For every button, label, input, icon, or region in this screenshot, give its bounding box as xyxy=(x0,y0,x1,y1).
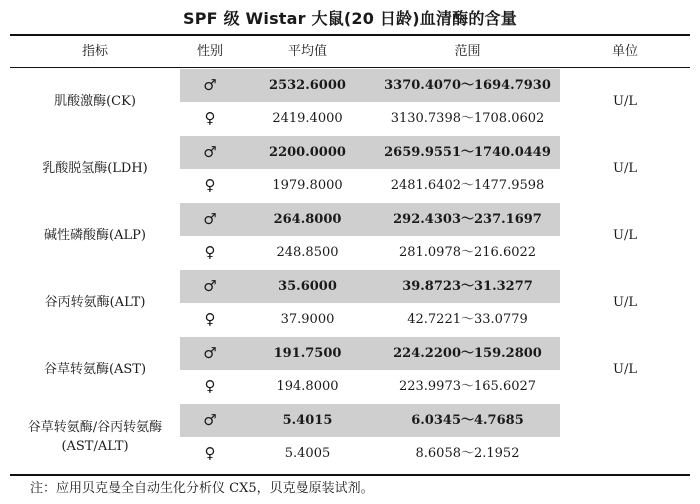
table-row-group xyxy=(10,269,690,336)
female-average: 194.8000 xyxy=(276,379,339,394)
female-average: 2419.4000 xyxy=(272,111,343,126)
male-symbol: ♂ xyxy=(203,210,217,228)
unit: U/L xyxy=(613,161,637,176)
male-range: 3370.4070～1694.7930 xyxy=(384,78,551,93)
male-range: 224.2200～159.2800 xyxy=(393,346,542,361)
male-range: 39.8723～31.3277 xyxy=(402,279,533,294)
enzyme-name: 乳酸脱氢酶(LDH) xyxy=(42,161,148,176)
unit: U/L xyxy=(613,94,637,109)
female-average: 37.9000 xyxy=(280,312,335,327)
header-item: 指标 xyxy=(81,44,108,59)
male-average: 2532.6000 xyxy=(269,78,346,93)
male-average: 191.7500 xyxy=(273,346,342,361)
enzyme-name: 谷草转氨酶/谷丙转氨酶(AST/ALT) xyxy=(27,419,163,454)
female-range: 3130.7398～1708.0602 xyxy=(390,111,545,126)
female-symbol: ♀ xyxy=(204,310,216,328)
table-header xyxy=(10,36,690,67)
female-symbol: ♀ xyxy=(204,377,216,395)
male-average: 264.8000 xyxy=(273,212,342,227)
table-row-group xyxy=(10,403,690,470)
table-row-group xyxy=(10,135,690,202)
male-average: 35.6000 xyxy=(278,279,337,294)
female-average: 1979.8000 xyxy=(272,178,343,193)
male-symbol: ♂ xyxy=(203,344,217,362)
unit: U/L xyxy=(613,362,637,377)
bottom-rule xyxy=(10,474,690,476)
female-symbol: ♀ xyxy=(204,243,216,261)
header-sex: 性别 xyxy=(196,44,223,59)
male-symbol: ♂ xyxy=(203,76,217,94)
table-footnote: 注：应用贝克曼全自动生化分析仪 CX5，贝克曼原装试剂。 xyxy=(30,481,374,496)
table-row-group xyxy=(10,202,690,269)
male-range: 292.4303～237.1697 xyxy=(393,212,542,227)
enzyme-name: 谷草转氨酶(AST) xyxy=(43,362,147,377)
female-range: 223.9973～165.6027 xyxy=(398,379,537,394)
header-range: 范围 xyxy=(454,44,481,59)
male-range: 6.0345～4.7685 xyxy=(411,413,524,428)
female-average: 248.8500 xyxy=(276,245,339,260)
female-average: 5.4005 xyxy=(284,446,331,461)
table-row-group xyxy=(10,336,690,403)
female-range: 42.7221～33.0779 xyxy=(407,312,528,327)
female-symbol: ♀ xyxy=(204,109,216,127)
male-symbol: ♂ xyxy=(203,143,217,161)
unit xyxy=(560,403,690,470)
male-average: 5.4015 xyxy=(282,413,333,428)
enzyme-name: 碱性磷酸酶(ALP) xyxy=(44,228,146,243)
header-average: 平均值 xyxy=(287,44,327,59)
female-range: 8.6058～2.1952 xyxy=(415,446,520,461)
male-symbol: ♂ xyxy=(203,277,217,295)
female-symbol: ♀ xyxy=(204,444,216,462)
female-symbol: ♀ xyxy=(204,176,216,194)
header-unit: 单位 xyxy=(611,44,638,59)
male-range: 2659.9551～1740.0449 xyxy=(384,145,551,160)
male-symbol: ♂ xyxy=(203,411,217,429)
enzyme-name: 肌酸激酶(CK) xyxy=(54,94,136,109)
unit: U/L xyxy=(613,228,637,243)
enzyme-name: 谷丙转氨酶(ALT) xyxy=(44,295,146,310)
female-range: 2481.6402～1477.9598 xyxy=(390,178,545,193)
female-range: 281.0978～216.6022 xyxy=(398,245,537,260)
male-average: 2200.0000 xyxy=(269,145,346,160)
unit: U/L xyxy=(613,295,637,310)
table-row-group xyxy=(10,68,690,135)
table-title: SPF 级 Wistar 大鼠(20 日龄)血清酶的含量 xyxy=(183,9,517,28)
